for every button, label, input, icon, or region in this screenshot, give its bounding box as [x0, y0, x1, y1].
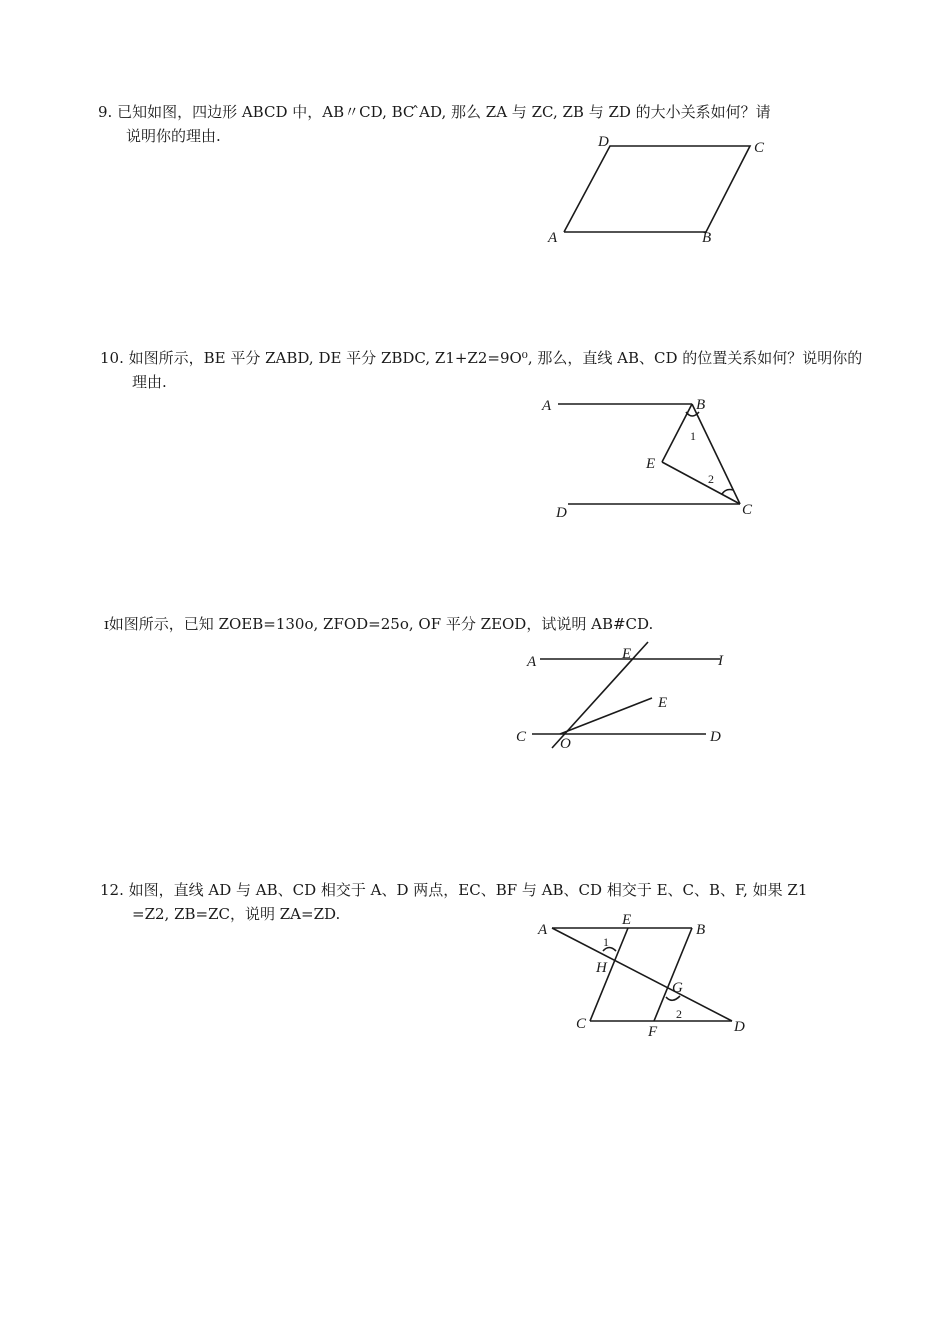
question-9-text: 9. 已知如图，四边形 ABCD 中，AB〃CD, BC ̂AD, 那么 ZA 与 ZC, ZB 与 ZD 的大小关系如何？请 — [98, 103, 771, 121]
label-C: C — [742, 502, 753, 518]
question-10-text: 10. 如图所示，BE 平分 ZABD, DE 平分 ZBDC, Z1+Z2=9O⁰, 那么，直线 AB、CD 的位置关系如何？说明你的 — [100, 349, 863, 367]
label-D: D — [598, 134, 609, 150]
angle-label-1: 1 — [690, 429, 696, 443]
angle-label-2: 2 — [676, 1007, 682, 1021]
angle-arc-2 — [666, 996, 680, 1000]
label-H: H — [596, 960, 607, 976]
question-11-text: ɪ如图所示，已知 ZOEB=130o, ZFOD=25o, OF 平分 ZEOD，试说明 AB#CD. — [104, 615, 654, 633]
angle-label-1: 1 — [603, 935, 609, 949]
label-C: C — [516, 729, 527, 745]
label-C: C — [754, 140, 765, 156]
label-B: I — [718, 653, 723, 669]
label-A: A — [527, 654, 537, 670]
label-E: E — [622, 912, 632, 928]
label-E: E — [622, 646, 632, 662]
label-C: C — [576, 1016, 587, 1032]
line-AD — [552, 928, 732, 1021]
segment-BF — [654, 928, 692, 1021]
label-D: D — [556, 505, 567, 521]
label-D: D — [734, 1019, 745, 1035]
question-9-text-cont: 说明你的理由. — [126, 127, 221, 145]
question-10-text-cont: 理由. — [132, 373, 167, 391]
question-12-text: 12. 如图，直线 AD 与 AB、CD 相交于 A、D 两点，EC、BF 与 AB、CD 相交于 E、C、B、F, 如果 Z1 — [100, 881, 808, 899]
label-A: A — [538, 922, 548, 938]
label-F: E — [658, 695, 668, 711]
label-D: D — [710, 729, 721, 745]
label-A: A — [542, 398, 552, 414]
label-B: B — [696, 397, 706, 413]
label-G: G — [672, 980, 683, 996]
label-O: O — [560, 736, 571, 752]
label-A: A — [548, 230, 558, 246]
label-E: E — [646, 456, 656, 472]
label-B: B — [702, 230, 712, 246]
label-F: F — [648, 1024, 658, 1040]
angle-label-2: 2 — [708, 472, 714, 486]
question-12-text-cont: =Z2, ZB=ZC，说明 ZA=ZD. — [132, 905, 341, 923]
label-B: B — [696, 922, 706, 938]
